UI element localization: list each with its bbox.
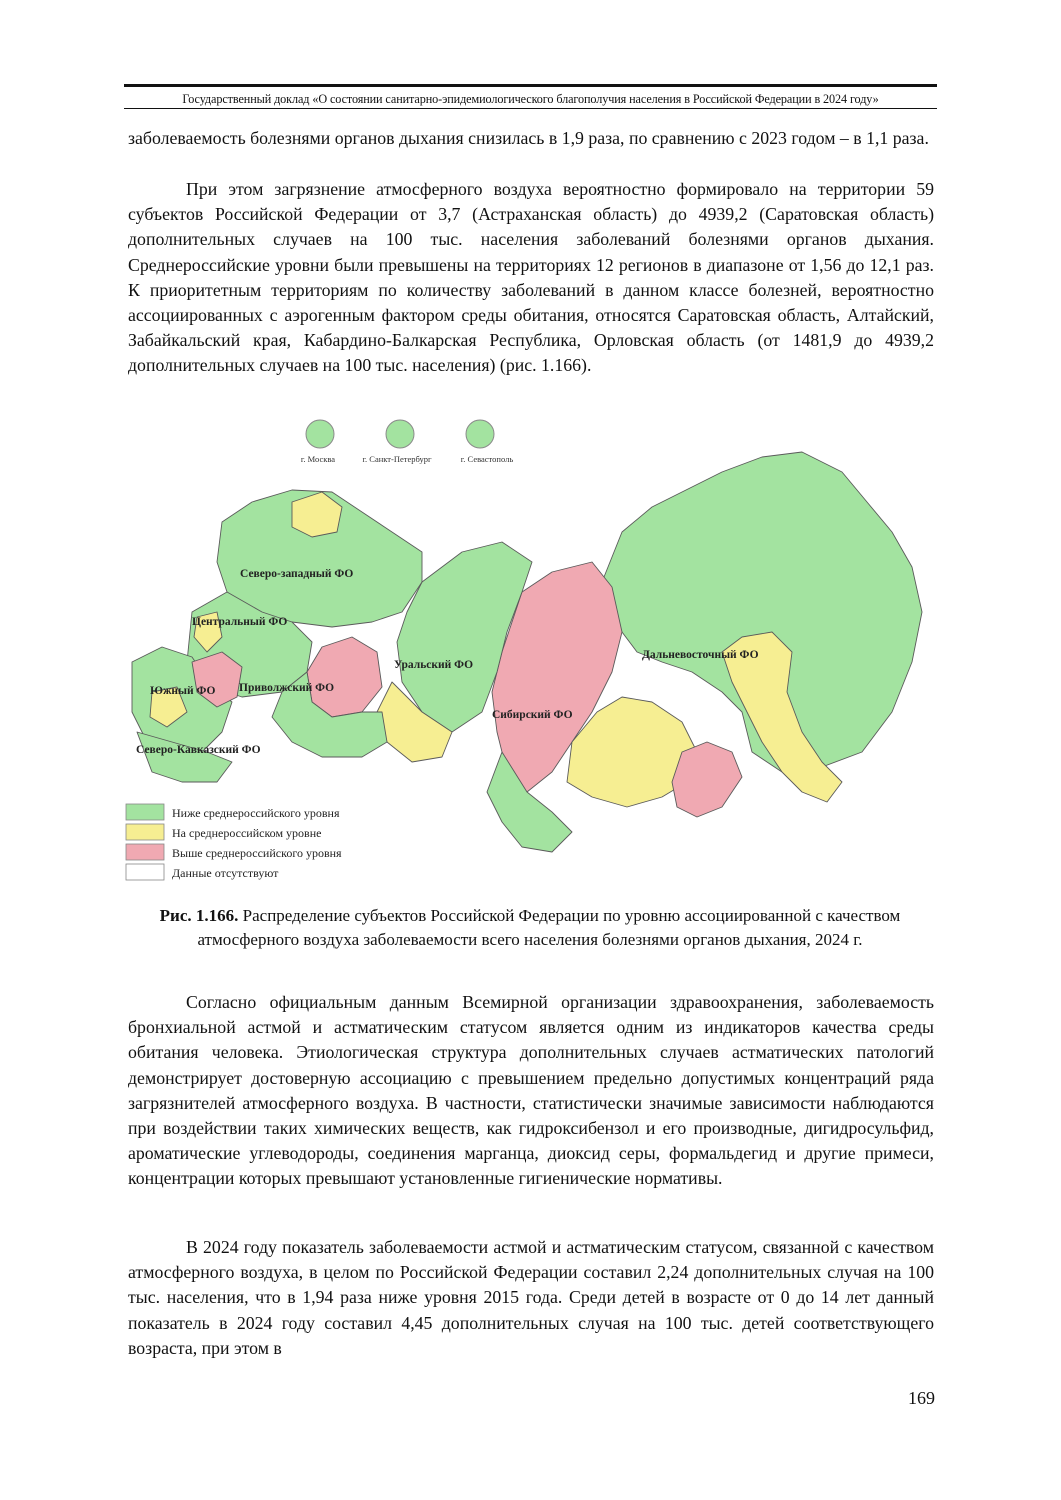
label-volga-fo: Приволжский ФО (239, 682, 335, 694)
label-siberia-fo: Сибирский ФО (492, 709, 573, 721)
page-number: 169 (908, 1388, 935, 1408)
paragraph-2: При этом загрязнение атмосферного воздуха вероятностно формировало на территории 59 субъектов Российской Федерации от 3,7 (Астраханская область) до 4939,2 (Саратовская область) дополнительных случаев на 100 тыс. населения заболеваний болезнями органов дыхания. Среднероссийские уровни были превышены на территориях 12 регионов в диапазоне от 1,56 до 12,1 раз. К приоритетным территориям по количеству заболеваний в данном классе болезней, вероятностно ассоциированных с аэрогенным фактором среды обитания, относятся Саратовская область, Алтайский, Забайкальский края, Кабардино-Балкарская Республика, Орловская область (от 1481,9 до 4939,2 дополнительных случаев на 100 тыс. населения) (рис. 1.166). (128, 179, 934, 376)
moscow-circle (306, 420, 334, 448)
russia-regions-map (122, 412, 940, 902)
label-south-fo: Южный ФО (150, 685, 216, 697)
label-central-fo: Центральный ФО (192, 616, 288, 628)
city-label-spb: г. Санкт-Петербург (362, 454, 432, 464)
city-label-moscow: г. Москва (300, 454, 336, 464)
region-volga-pink (307, 637, 382, 717)
paragraph-3: Согласно официальным данным Всемирной организации здравоохранения, заболеваемость бронхиальной астмой и астматическим статусом является одним из индикаторов качества среды обитания человека. Этиологическая структура дополнительных случаев астматических патологий демонстрирует достоверную ассоциацию с превышением предельно допустимых концентраций ряда загрязнителей атмосферного воздуха. В частности, статистически значимые зависимости наблюдаются при воздействии таких химических веществ, как гидроксибензол и его производные, дигидросульфид, ароматические углеводороды, соединения марганца, диоксид серы, формальдегид и другие примеси, концентрации которых превышают установленные гигиенические нормативы. (128, 992, 934, 1189)
header-bottom-rule (124, 108, 937, 109)
paragraph-1: заболеваемость болезнями органов дыхания снизилась в 1,9 раза, по сравнению с 2023 годом – в 1,1 раза. (128, 128, 929, 148)
region-siberia-pink-east (672, 742, 742, 817)
label-ncaucasus-fo: Северо-Кавказский ФО (136, 744, 261, 756)
legend-label-above: Выше среднероссийского уровня (172, 846, 342, 860)
sevastopol-circle (466, 420, 494, 448)
report-header-title: Государственный доклад «О состоянии санитарно-эпидемиологического благополучия населения в Российской Федерации в 2024 году» (182, 92, 879, 106)
label-nw-fo: Северо-западный ФО (240, 568, 354, 580)
label-fareast-fo: Дальневосточный ФО (642, 649, 759, 661)
header-top-rule (124, 84, 937, 87)
figure-caption-text: Распределение субъектов Российской Федерации по уровню ассоциированной с качеством атмосферного воздуха заболеваемости всего населения болезнями органов дыхания, 2024 г. (197, 906, 901, 949)
city-label-sevastopol: г. Севастополь (460, 454, 514, 464)
map-legend (126, 804, 342, 880)
legend-label-below: Ниже среднероссийского уровня (172, 806, 340, 820)
figure-caption (130, 904, 930, 952)
legend-label-average: На среднероссийском уровне (172, 826, 322, 840)
paragraph-4: В 2024 году показатель заболеваемости астмой и астматическим статусом, связанной с качеством атмосферного воздуха, в целом по Российской Федерации составил 2,24 дополнительных случая на 100 тыс. населения, что в 1,94 раза ниже уровня 2015 года. Среди детей в возрасте от 0 до 14 лет данный показатель в 2024 году составил 4,45 дополнительных случая на 100 тыс. детей соответствующего возраста, при этом в (128, 1237, 934, 1358)
spb-circle (386, 420, 414, 448)
label-ural-fo: Уральский ФО (394, 659, 474, 671)
figure-label: Рис. 1.166. (159, 906, 239, 925)
legend-label-nodata: Данные отсутствуют (172, 866, 279, 880)
